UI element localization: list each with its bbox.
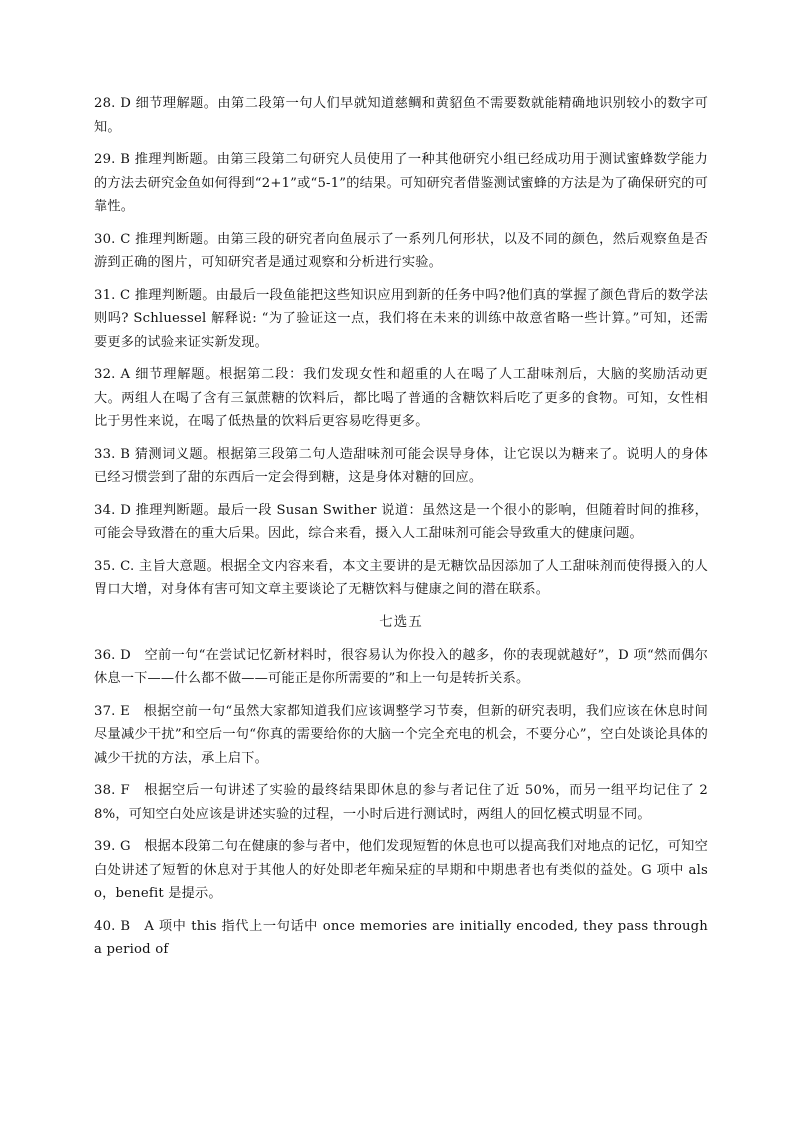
answer-28: 28. D 细节理解题。由第二段第一句人们早就知道慈鲷和黄貂鱼不需要数就能精确地识别较小的数字可知。 <box>94 96 708 135</box>
answer-34: 34. D 推理判断题。最后一段 Susan Swither 说道：虽然这是一个很小的影响，但随着时间的推移，可能会导致潜在的重大后果。因此，综合来看，摄入人工甜味剂可能会导致重大的健康问题。 <box>94 502 708 541</box>
answer-explanations-page <box>94 92 708 971</box>
answer-35: 35. C. 主旨大意题。根据全文内容来看，本文主要讲的是无糖饮品因添加了人工甜味剂而使得摄入的人胃口大增，对身体有害可知文章主要谈论了无糖饮料与健康之间的潜在联系。 <box>94 558 708 597</box>
answer-32: 32. A 细节理解题。根据第二段：我们发现女性和超重的人在喝了人工甜味剂后，大脑的奖励活动更大。两组人在喝了含有三氯蔗糖的饮料后，都比喝了普通的含糖饮料后吃了更多的食物。可知，女性相比于男性来说，在喝了低热量的饮料后更容易吃得更多。 <box>94 367 708 429</box>
answer-40: 40. B A 项中 this 指代上一句话中 once memories are initially encoded, they pass through a period of <box>94 918 708 957</box>
answer-30: 30. C 推理判断题。由第三段的研究者向鱼展示了一系列几何形状，以及不同的颜色，然后观察鱼是否游到正确的图片，可知研究者是通过观察和分析进行实验。 <box>94 231 708 270</box>
answer-31: 31. C 推理判断题。由最后一段鱼能把这些知识应用到新的任务中吗?他们真的掌握了颜色背后的数学法则吗? Schluessel 解释说: “为了验证这一点，我们将在未来的训练中故意省略一些计算。”可知，还需要更多的试验来证实新发现。 <box>94 287 708 350</box>
answer-37: 37. E 根据空前一句“虽然大家都知道我们应该调整学习节奏，但新的研究表明，我们应该在休息时间尽量减少干扰”和空后一句“你真的需要给你的大脑一个完全充电的机会，不要分心”，空白处谈论具体的减少干扰的方法，承上启下。 <box>94 703 708 766</box>
answer-39: 39. G 根据本段第二句在健康的参与者中，他们发现短暂的休息也可以提高我们对地点的记忆，可知空白处讲述了短暂的休息对于其他人的好处即老年痴呆症的早期和中期患者也有类似的益处。G 项中 also，benefit 是提示。 <box>94 839 708 901</box>
answer-38: 38. F 根据空后一句讲述了实验的最终结果即休息的参与者记住了近 50%，而另一组平均记住了 28%，可知空白处应该是讲述实验的过程，一小时后进行测试时，两组人的回忆模式明显不同。 <box>94 783 708 822</box>
answer-29: 29. B 推理判断题。由第三段第二句研究人员使用了一种其他研究小组已经成功用于测试蜜蜂数学能力的方法去研究金鱼如何得到“2+1”或“5-1”的结果。可知研究者借鉴测试蜜蜂的方法是为了确保研究的可靠性。 <box>94 152 708 214</box>
answer-33: 33. B 猜测词义题。根据第三段第二句人造甜味剂可能会误导身体，让它误以为糖来了。说明人的身体已经习惯尝到了甜的东西后一定会得到糖，这是身体对糖的回应。 <box>94 446 708 485</box>
section-title: 七选五 <box>379 613 423 630</box>
answer-36: 36. D 空前一句“在尝试记忆新材料时，很容易认为你投入的越多，你的表现就越好”，D 项“然而偶尔休息一下——什么都不做——可能正是你所需要的”和上一句是转折关系。 <box>94 647 708 686</box>
